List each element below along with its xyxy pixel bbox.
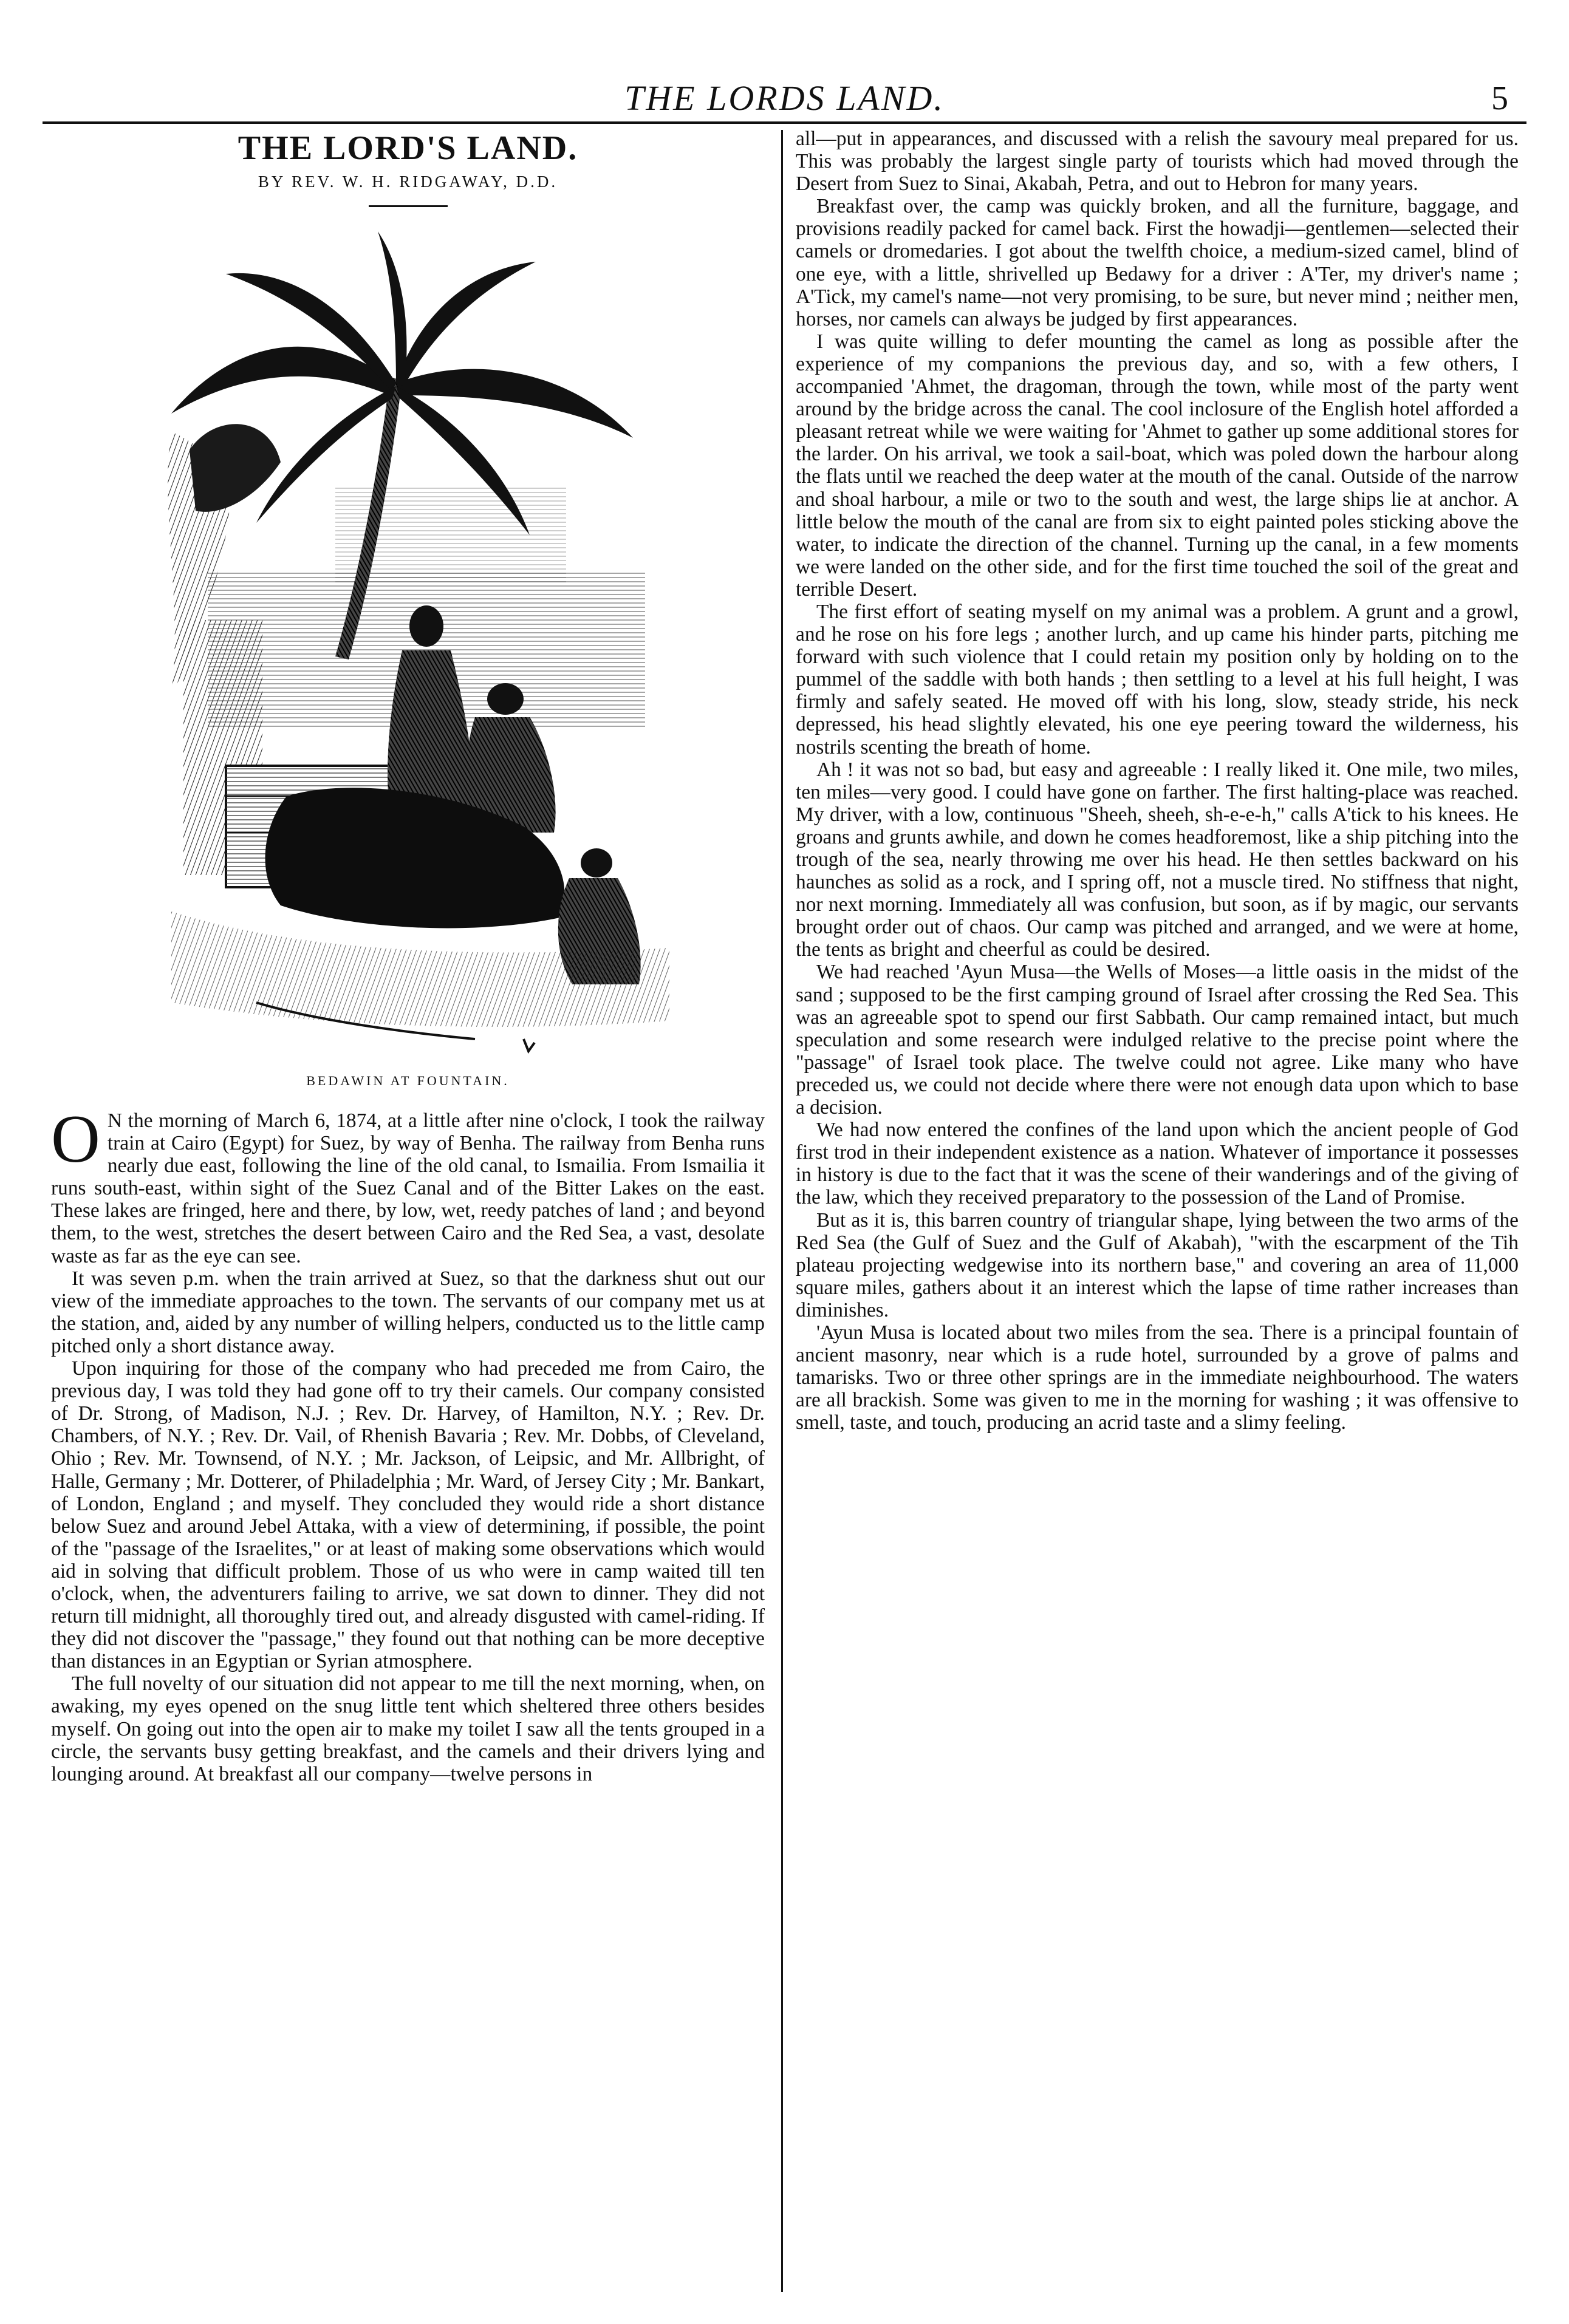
paragraph-3: Upon inquiring for those of the company who had preceded me from Cairo, the previous day, I was told they had gone off to try their camels. Our company consisted of Dr. Strong, of Madison, N.J. ; Rev. Dr. Harvey, of Hamilton, N.Y. ; Rev. Dr. Chambers, of N.Y. ; Rev. Dr. Vail, of Rhenish Bavaria ; Rev. Mr. Dobbs, of Cleveland, Ohio ; Rev. Mr. Townsend, of N.Y. ; Mr. Jackson, of Leipsic, and Mr. Allbright, of Halle, Germany ; Mr. Dotterer, of Philadelphia ; Mr. Ward, of Jersey City ; Mr. Bankart, of London, England ; and myself. They concluded they would ride a short distance below Suez and around Jebel Attaka, with a view of determining, if possible, the point of the "passage of the Israelites," or at least of making some observations which would aid in solving that difficult problem. Those of us who were in camp waited till ten o'clock, when, the adventurers failing to arrive, we sat down to dinner. They did not return till midnight, all thoroughly tired out, and already disgusted with camel-riding. If they did not discover the "passage," they found out that nothing can be more deceptive than distances in an Egyptian or Syrian atmosphere. (51, 1357, 765, 1673)
byline: BY REV. W. H. RIDGAWAY, D.D. (258, 172, 558, 191)
engraving-drawing (135, 231, 682, 1069)
running-title: THE LORDS LAND. (624, 78, 945, 118)
drop-cap: O (51, 1102, 100, 1177)
paragraph-13: 'Ayun Musa is located about two miles from the sea. There is a principal fountain of ancient masonry, near which is a rude hotel, surrounded by a grove of palms and tamarisks. Two or three other springs are in the immediate neighbourhood. The waters are all brackish. Some was given to me in the morning for washing ; it was offensive to smell, taste, and touch, producing an acrid taste and a slimy feeling. (796, 1321, 1519, 1434)
paragraph-12: But as it is, this barren country of triangular shape, lying between the two arms of the Red Sea (the Gulf of Suez and the Gulf of Akabah), "with the escarpment of the Tih plateau projecting wedgewise into its northern base," and covering an area of 11,000 square miles, gathers about it an interest which the lapse of time rather increases than diminishes. (796, 1208, 1519, 1321)
article-title: THE LORD'S LAND. (238, 129, 578, 167)
paragraph-7: I was quite willing to defer mounting the camel as long as possible after the experience of my companions the previous day, and so, with a few others, I accompanied 'Ahmet, the dragoman, through the town, while most of the party went around by the bridge across the canal. The cool inclosure of the English hotel afforded a pleasant retreat while we were waiting for 'Ahmet to gather up some additional stores for the larder. On his arrival, we took a sail-boat, which was poled down the harbour along the flats until we reached the deep water at the mouth of the canal. Outside of the narrow and shoal harbour, a mile or two to the south and west, the large ships lie at anchor. A little below the mouth of the canal are from six to eight painted poles sticking above the water, to indicate the direction of the channel. Turning up the canal, in a few moments we were landed on the other side, and for the first time touched the soil of the great and terrible Desert. (796, 330, 1519, 601)
left-column (51, 128, 765, 2295)
engraving-illustration (135, 231, 682, 1069)
illustration-caption: BEDAWIN AT FOUNTAIN. (306, 1073, 510, 1088)
running-head (43, 72, 1526, 126)
paragraph-4: The full novelty of our situation did not appear to me till the next morning, when, on awaking, my eyes opened on the snug little tent which sheltered three others besides myself. On going out into the open air to make my toilet I saw all the tents grouped in a circle, the servants busy getting breakfast, and the camels and their drivers lying and lounging around. At breakfast all our company—twelve persons in (51, 1672, 765, 1785)
paragraph-10: We had reached 'Ayun Musa—the Wells of Moses—a little oasis in the midst of the sand ; supposed to be the first camping ground of Israel after crossing the Red Sea. This was an agreeable spot to spend our first Sabbath. Our camp remained intact, but much speculation and some research were indulged relative to the precise point where the "passage" of Israel took place. The twelve could not agree. Like many who have preceded us, we could not decide where there were not enough data upon which to base a decision. (796, 961, 1519, 1119)
right-column (796, 128, 1519, 2295)
paragraph-9: Ah ! it was not so bad, but easy and agreeable : I really liked it. One mile, two miles, ten miles—very good. I could have gone on farther. The first halting-place was reached. My driver, with a low, continuous "Sheeh, sheeh, sh-e-e-h," calls A'tick to his knees. He groans and grunts awhile, and down he comes headforemost, like a ship pitching into the trough of the sea, nearly throwing me over his head. He then settles backward on his haunches as solid as a rock, and I spring off, not a muscle tired. No stiffness that night, nor next morning. Immediately all was confusion, but soon, as if by magic, our servants brought order out of chaos. Our camp was pitched and arranged, and we were at home, the tents as bright and cheerful as could be desired. (796, 758, 1519, 961)
paragraph-1 (51, 1102, 765, 1267)
paragraph-2: It was seven p.m. when the train arrived at Suez, so that the darkness shut out our view of the immediate approaches to the town. The servants of our company met us at the station, and, aided by any number of willing helpers, conducted us to the little camp pitched only a short distance away. (51, 1267, 765, 1357)
page-number: 5 (1491, 80, 1508, 117)
header-rule (43, 121, 1526, 124)
paragraph-1-text: N the morning of March 6, 1874, at a little after nine o'clock, I took the railway train at Cairo (Egypt) for Suez, by way of Benha. The railway from Benha runs nearly due east, following the line of the old canal, to Ismailia. From Ismailia it runs south-east, within sight of the Suez Canal and of the Bitter Lakes on the east. These lakes are fringed, here and there, by low, wet, reedy patches of land ; and beyond them, to the west, stretches the desert between Cairo and the Red Sea, a vast, desolate waste as far as the eye can see. (51, 1109, 765, 1267)
paragraph-11: We had now entered the confines of the land upon which the ancient people of God first trod in their independent existence as a nation. Whatever of importance it possesses in history is due to the fact that it was the scene of their wanderings and of the giving of the law, which they received preparatory to the possession of the Land of Promise. (796, 1119, 1519, 1209)
title-rule (369, 205, 448, 207)
paragraph-5: all—put in appearances, and discussed with a relish the savoury meal prepared for us. This was probably the largest single party of tourists which had moved through the Desert from Suez to Sinai, Akabah, Petra, and out to Hebron for many years. (796, 128, 1519, 196)
paragraph-6: Breakfast over, the camp was quickly broken, and all the furniture, baggage, and provisions readily packed for camel back. First the howadji—gentlemen—selected their camels or dromedaries. I got about the twelfth choice, a medium-sized camel, blind of one eye, with a little, shrivelled up Bedawy for a driver : A'Ter, my driver's name ; A'Tick, my camel's name—not very promising, to be sure, but never mind ; neither men, horses, nor camels can always be judged by first appearances. (796, 195, 1519, 330)
paragraph-8: The first effort of seating myself on my animal was a problem. A grunt and a growl, and he rose on his fore legs ; another lurch, and up came his hinder parts, pitching me forward with such violence that I could retain my position only by holding on to the pummel of the saddle with both hands ; then settling to a level at his full height, I was firmly and safely seated. He moved off with his long, slow, steady stride, his neck depressed, his head slightly elevated, his one eye peering toward the wilderness, his nostrils scenting the breath of home. (796, 600, 1519, 758)
column-divider (781, 130, 783, 2292)
